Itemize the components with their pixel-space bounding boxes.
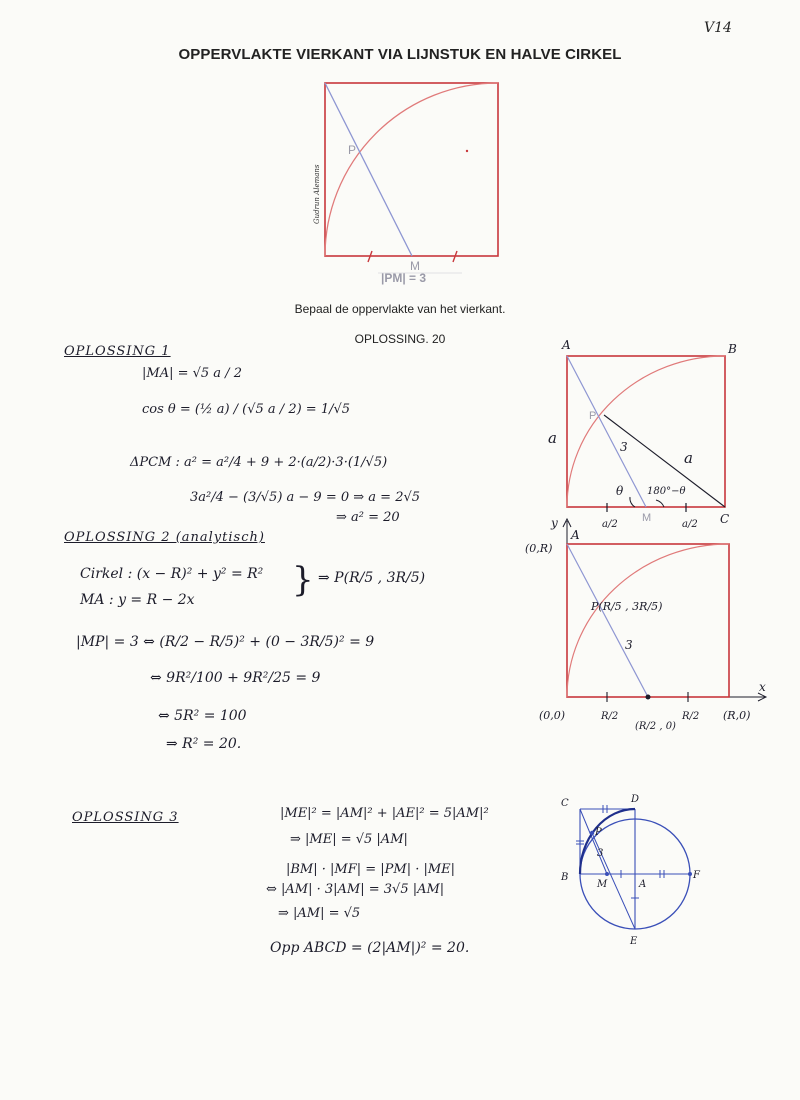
fig1-theta: θ bbox=[616, 484, 624, 498]
fig1-label-c: C bbox=[720, 512, 730, 526]
fig3-e: E bbox=[630, 936, 638, 947]
problem-figure bbox=[300, 76, 530, 296]
quarter-arc bbox=[325, 83, 498, 256]
oplossing2-line: ⇒ R² = 20. bbox=[166, 736, 242, 752]
figure-2 bbox=[525, 515, 800, 750]
oplossing3-line: ⇔ |AM| · 3|AM| = 3√5 |AM| bbox=[266, 882, 445, 897]
fig2-x-label: x bbox=[759, 680, 766, 694]
oplossing2-line: Cirkel : (x − R)² + y² = R² bbox=[80, 566, 264, 582]
oplossing2-line: |MP| = 3 ⇔ (R/2 − R/5)² + (0 − 3R/5)² = 9 bbox=[76, 634, 375, 650]
fig2-tick-left: R/2 bbox=[601, 711, 619, 722]
oplossing3-heading: OPLOSSING 3 bbox=[72, 810, 179, 825]
oplossing3-line: ⇒ |ME| = √5 |AM| bbox=[290, 832, 408, 847]
label-p: P bbox=[348, 143, 357, 157]
fig3-m: M bbox=[597, 879, 608, 890]
fig1-half-left: a/2 bbox=[602, 519, 618, 530]
fig2-origin-top: (0,R) bbox=[525, 542, 553, 555]
oplossing3-line: ⇒ |AM| = √5 bbox=[278, 906, 361, 921]
oplossing1-line: ⇒ a² = 20 bbox=[336, 510, 400, 525]
segment-am bbox=[325, 83, 412, 256]
fig3-c: C bbox=[561, 798, 569, 809]
figure-3 bbox=[555, 790, 725, 955]
square-outline bbox=[325, 83, 498, 256]
fig2-m-coord: (R/2 , 0) bbox=[635, 721, 676, 732]
figure-1 bbox=[540, 335, 800, 535]
oplossing2-brace: } bbox=[292, 560, 314, 600]
question-text: Bepaal de oppervlakte van het vierkant. bbox=[294, 302, 506, 316]
page-reference: V14 bbox=[704, 20, 732, 36]
oplossing2-line: ⇒ P(R/5 , 3R/5) bbox=[318, 570, 426, 586]
fig1-side-diag: a bbox=[684, 449, 693, 467]
oplossing1-line: ΔPCM : a² = a²/4 + 9 + 2·(a/2)·3·(1/√5) bbox=[130, 455, 388, 470]
fig2-a-label: A bbox=[571, 528, 580, 542]
oplossing1-line: |MA| = √5 a / 2 bbox=[142, 366, 242, 381]
oplossing2-heading: OPLOSSING 2 (analytisch) bbox=[64, 530, 265, 545]
fig2-seg: 3 bbox=[625, 638, 633, 652]
oplossing2-line: ⇔ 5R² = 100 bbox=[158, 708, 247, 724]
fig3-a: A bbox=[639, 879, 647, 890]
fig1-label-b: B bbox=[728, 342, 737, 356]
caption-pm: |PM| = 3 bbox=[381, 271, 427, 285]
fig2-corner: (R,0) bbox=[723, 709, 751, 722]
fig2-y-label: y bbox=[551, 516, 558, 530]
fig1-side-left: a bbox=[548, 429, 557, 447]
oplossing1-line: 3a²/4 − (3/√5) a − 9 = 0 ⇒ a = 2√5 bbox=[190, 490, 421, 505]
label-m: M bbox=[410, 259, 420, 273]
fig3-f: F bbox=[693, 870, 700, 881]
fig1-theta-sup: 180°−θ bbox=[647, 486, 686, 497]
signature: Gudrun Alemans bbox=[313, 164, 321, 224]
fig2-origin: (0,0) bbox=[539, 709, 566, 722]
oplossing2-line: MA : y = R − 2x bbox=[80, 592, 195, 608]
fig3-b: B bbox=[561, 872, 569, 883]
oplossing1-heading: OPLOSSING 1 bbox=[64, 344, 171, 359]
fig3-d: D bbox=[631, 794, 640, 805]
oplossing3-line: |BM| · |MF| = |PM| · |ME| bbox=[286, 862, 456, 877]
fig1-label-p: P bbox=[589, 410, 597, 422]
fig3-p: P bbox=[595, 827, 602, 838]
fig1-label-m: M bbox=[642, 512, 652, 524]
oplossing2-line: ⇔ 9R²/100 + 9R²/25 = 9 bbox=[150, 670, 321, 686]
fig2-p-label: P(R/5 , 3R/5) bbox=[591, 600, 663, 613]
fig3-seg: 3 bbox=[597, 848, 604, 859]
fig1-label-a: A bbox=[562, 338, 571, 352]
fig1-half-right: a/2 bbox=[682, 519, 698, 530]
oplossing3-line: |ME|² = |AM|² + |AE|² = 5|AM|² bbox=[280, 806, 489, 821]
page-title: OPPERVLAKTE VIERKANT VIA LIJNSTUK EN HALVE CIRKEL bbox=[178, 46, 622, 63]
answer-text: OPLOSSING. 20 bbox=[354, 332, 446, 346]
oplossing1-line: cos θ = (½ a) / (√5 a / 2) = 1/√5 bbox=[142, 402, 351, 417]
fig1-seg-pm: 3 bbox=[620, 440, 628, 454]
oplossing3-line: Opp ABCD = (2|AM|)² = 20. bbox=[270, 940, 470, 956]
fig1-square bbox=[567, 356, 725, 507]
fig2-tick-right: R/2 bbox=[682, 711, 700, 722]
